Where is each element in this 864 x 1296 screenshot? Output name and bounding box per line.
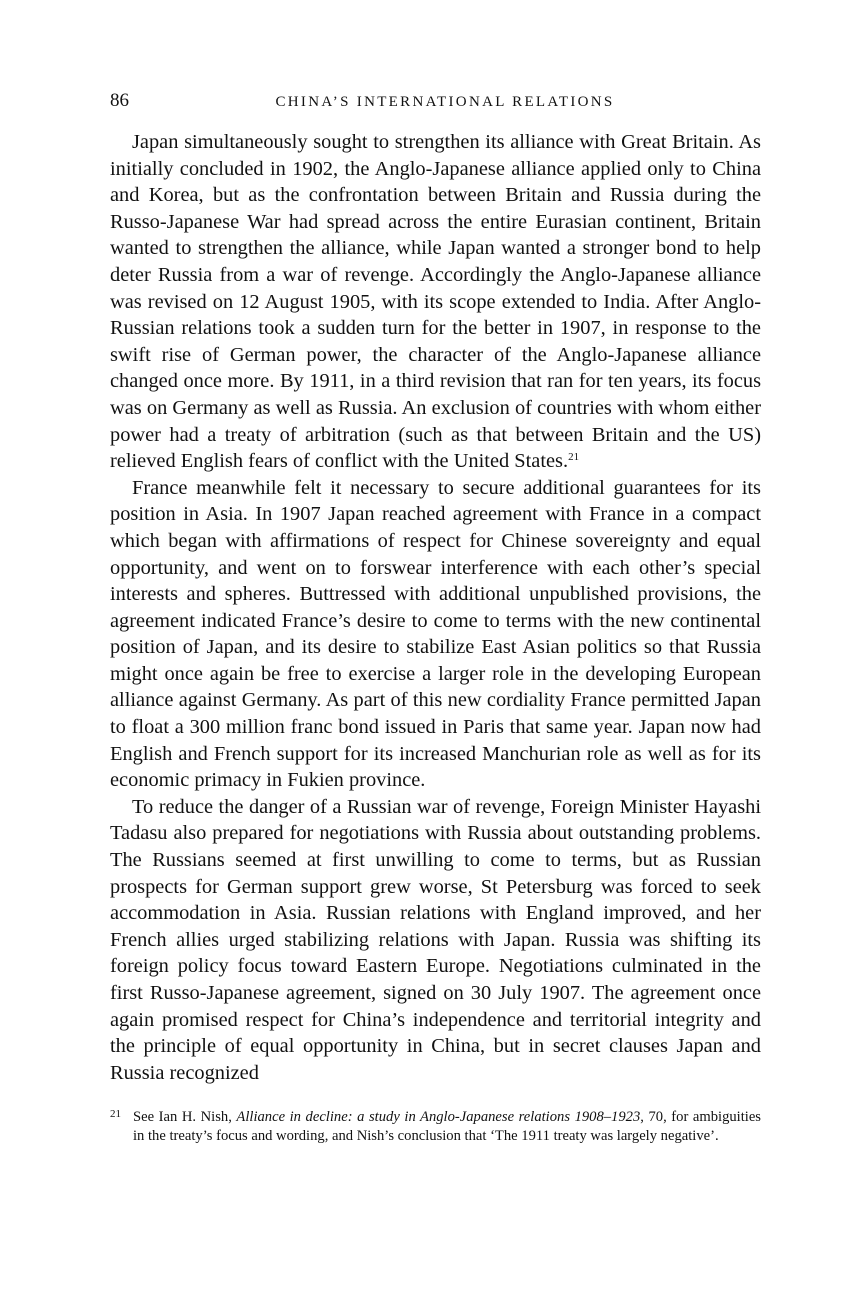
footnote: 21 See Ian H. Nish, Alliance in decline: a study in Anglo-Japanese relations 1908–1923, 70, for ambiguities in the treaty’s focus and wording, and Nish’s conclusion that ‘The 1911 treaty was largely negative’. [110,1108,761,1145]
footnote-text-before: See Ian H. Nish, [133,1109,237,1125]
footnote-reference[interactable]: 21 [568,451,580,464]
body-text [110,129,761,1086]
page-number: 86 [110,90,129,111]
running-title: CHINA’S INTERNATIONAL RELATIONS [275,94,615,110]
paragraph-text: Japan simultaneously sought to strengthen its alliance with Great Britain. As initially concluded in 1902, the Anglo-Japanese alliance applied only to China and Korea, but as the confrontation between Britain and Russia during the Russo-Japanese War had spread across the entire Eurasian continent, Britain wanted to strengthen the alliance, while Japan wanted a stronger bond to help deter Russia from a war of revenge. Accordingly the Anglo-Japanese alliance was revised on 12 August 1905, with its scope extended to India. After Anglo-Russian relations took a sudden turn for the better in 1907, in response to the swift rise of German power, the character of the Anglo-Japanese alliance changed once more. By 1911, in a third revision that ran for ten years, its focus was on Germany as well as Russia. An exclusion of countries with whom either power had a treaty of arbitration (such as that between Britain and the US) relieved English fears of conflict with the United States. [110,131,761,473]
paragraph [110,794,761,1087]
paragraph [110,129,761,475]
paragraph [110,475,761,794]
paragraph-text: France meanwhile felt it necessary to secure additional guarantees for its position in Asia. In 1907 Japan reached agreement with France in a compact which began with affirmations of respect for Chinese sovereignty and equal opportunity, and went on to forswear interference with each other’s special interests and spheres. Buttressed with additional unpublished provisions, the agreement indicated France’s desire to come to terms with the new continental position of Japan, and its desire to stabilize East Asian politics so that Russia might once again be free to exercise a larger role in the developing European alliance against Germany. As part of this new cordiality France permitted Japan to float a 300 million franc bond issued in Paris that same year. Japan now had English and French support for its increased Manchurian role as well as for its economic primacy in Fukien province. [110,476,761,792]
footnote-cited-title: Alliance in decline: a study in Anglo-Japanese relations 1908–1923 [236,1109,641,1125]
footnote-text-after: , 70, for ambiguities in the treaty’s focus and wording, and Nish’s conclusion that ‘The 1911 treaty was largely negative’. [133,1109,761,1145]
running-head [110,86,760,116]
paragraph-text: To reduce the danger of a Russian war of revenge, Foreign Minister Hayashi Tadasu also prepared for negotiations with Russia about outstanding problems. The Russians seemed at first unwilling to come to terms, but as Russian prospects for German support grew worse, St Petersburg was forced to seek accommodation in Asia. Russian relations with England improved, and her French allies urged stabilizing relations with Japan. Russia was shifting its foreign policy focus toward Eastern Europe. Negotiations culminated in the first Russo-Japanese agreement, signed on 30 July 1907. The agreement once again promised respect for China’s independence and territorial integrity and the principle of equal opportunity in China, but in secret clauses Japan and Russia recognized [110,795,761,1084]
footnotes [110,1108,761,1147]
